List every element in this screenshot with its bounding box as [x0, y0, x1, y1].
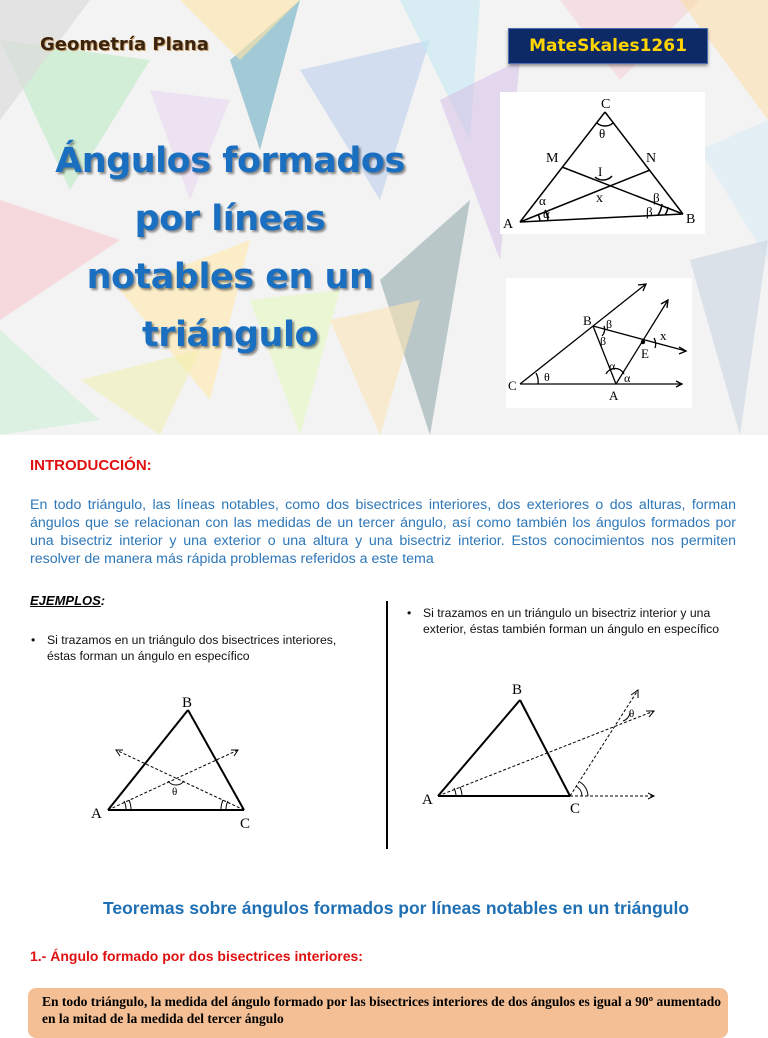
vertex-label: B	[686, 212, 696, 227]
angle-label: β	[653, 190, 660, 205]
angle-label: α	[609, 359, 616, 373]
vertex-label: A	[503, 217, 514, 232]
vertex-label: A	[422, 792, 433, 808]
example-figure-interior	[86, 690, 266, 835]
theorems-heading: Teoremas sobre ángulos formados por líneas notables en un triángulo	[102, 898, 690, 918]
angle-label: β	[606, 317, 613, 331]
angle-label: α	[539, 193, 546, 208]
course-title: Geometría Plana	[40, 34, 209, 55]
title-line: notables en un	[86, 257, 374, 297]
angle-label: θ	[599, 126, 606, 141]
brand-badge: MateSkales1261	[508, 28, 708, 64]
title-line: Ángulos formados	[55, 141, 405, 181]
angle-label: β	[600, 334, 607, 348]
examples-heading-text: EJEMPLOS	[30, 593, 101, 608]
vertex-label: C	[601, 97, 611, 112]
vertex-label: B	[512, 682, 523, 698]
list-item	[31, 632, 367, 664]
vertex-label: A	[91, 806, 102, 822]
list-item	[407, 605, 741, 637]
triangle-figure-2	[506, 278, 692, 408]
angle-label: x	[596, 191, 603, 206]
vertex-label: C	[570, 801, 581, 817]
angle-label: β	[646, 204, 653, 219]
examples-heading	[30, 593, 105, 608]
title-line: triángulo	[141, 315, 319, 355]
vertex-label: C	[508, 378, 517, 393]
vertex-label: A	[609, 388, 619, 403]
left-bullet-text: Si trazamos en un triángulo dos bisectrices interiores, éstas forman un ángulo en específico	[47, 633, 337, 663]
right-bullet-text: Si trazamos en un triángulo un bisectriz interior y una exterior, éstas también forman un ángulo en específico	[423, 606, 720, 636]
theorem-1-statement-box	[28, 988, 728, 1038]
angle-label: α	[624, 371, 631, 385]
angle-label: θ	[172, 786, 178, 798]
intro-heading: INTRODUCCIÓN:	[30, 457, 152, 474]
vertex-label: C	[240, 816, 251, 832]
title-line: por líneas	[134, 199, 326, 239]
example-figure-exterior	[418, 678, 668, 823]
point-label: I	[598, 164, 603, 179]
figure-interior-exterior-bisectors	[506, 278, 692, 408]
vertex-label: B	[583, 313, 592, 328]
intro-paragraph: En todo triángulo, las líneas notables, como dos bisectrices interiores, dos exteriores o dos alturas, forman ángulos que se relacionan con las medidas de un tercer ángulo, así como también los ángulos formados por una bisectriz interior y una exterior o una altura y una bisectriz interior. Estos conocimientos nos permiten resolver de manera más rápida problemas referidos a este tema	[30, 497, 736, 567]
angle-label: θ	[544, 370, 550, 384]
column-divider	[386, 601, 388, 849]
theorem-1-statement: En todo triángulo, la medida del ángulo formado por las bisectrices interiores de dos ángulos es igual a 90º aumentado en la mitad de la medida del tercer ángulo	[42, 994, 722, 1026]
header-banner	[0, 0, 768, 435]
triangle-figure-1	[500, 92, 705, 234]
page-title	[30, 132, 430, 364]
figure-interior-bisectors	[500, 92, 705, 234]
point-label: N	[646, 151, 657, 166]
angle-label: α	[543, 206, 550, 221]
examples-heading-colon: :	[100, 593, 106, 608]
point-label: E	[641, 346, 649, 361]
theorem-1-title: 1.- Ángulo formado por dos bisectrices interiores:	[30, 948, 363, 964]
angle-label: θ	[629, 708, 635, 720]
angle-label: x	[660, 328, 667, 343]
bullet-dot: •	[31, 633, 36, 647]
vertex-label: B	[182, 695, 193, 711]
point-label: M	[546, 151, 559, 166]
bullet-dot: •	[407, 606, 412, 620]
